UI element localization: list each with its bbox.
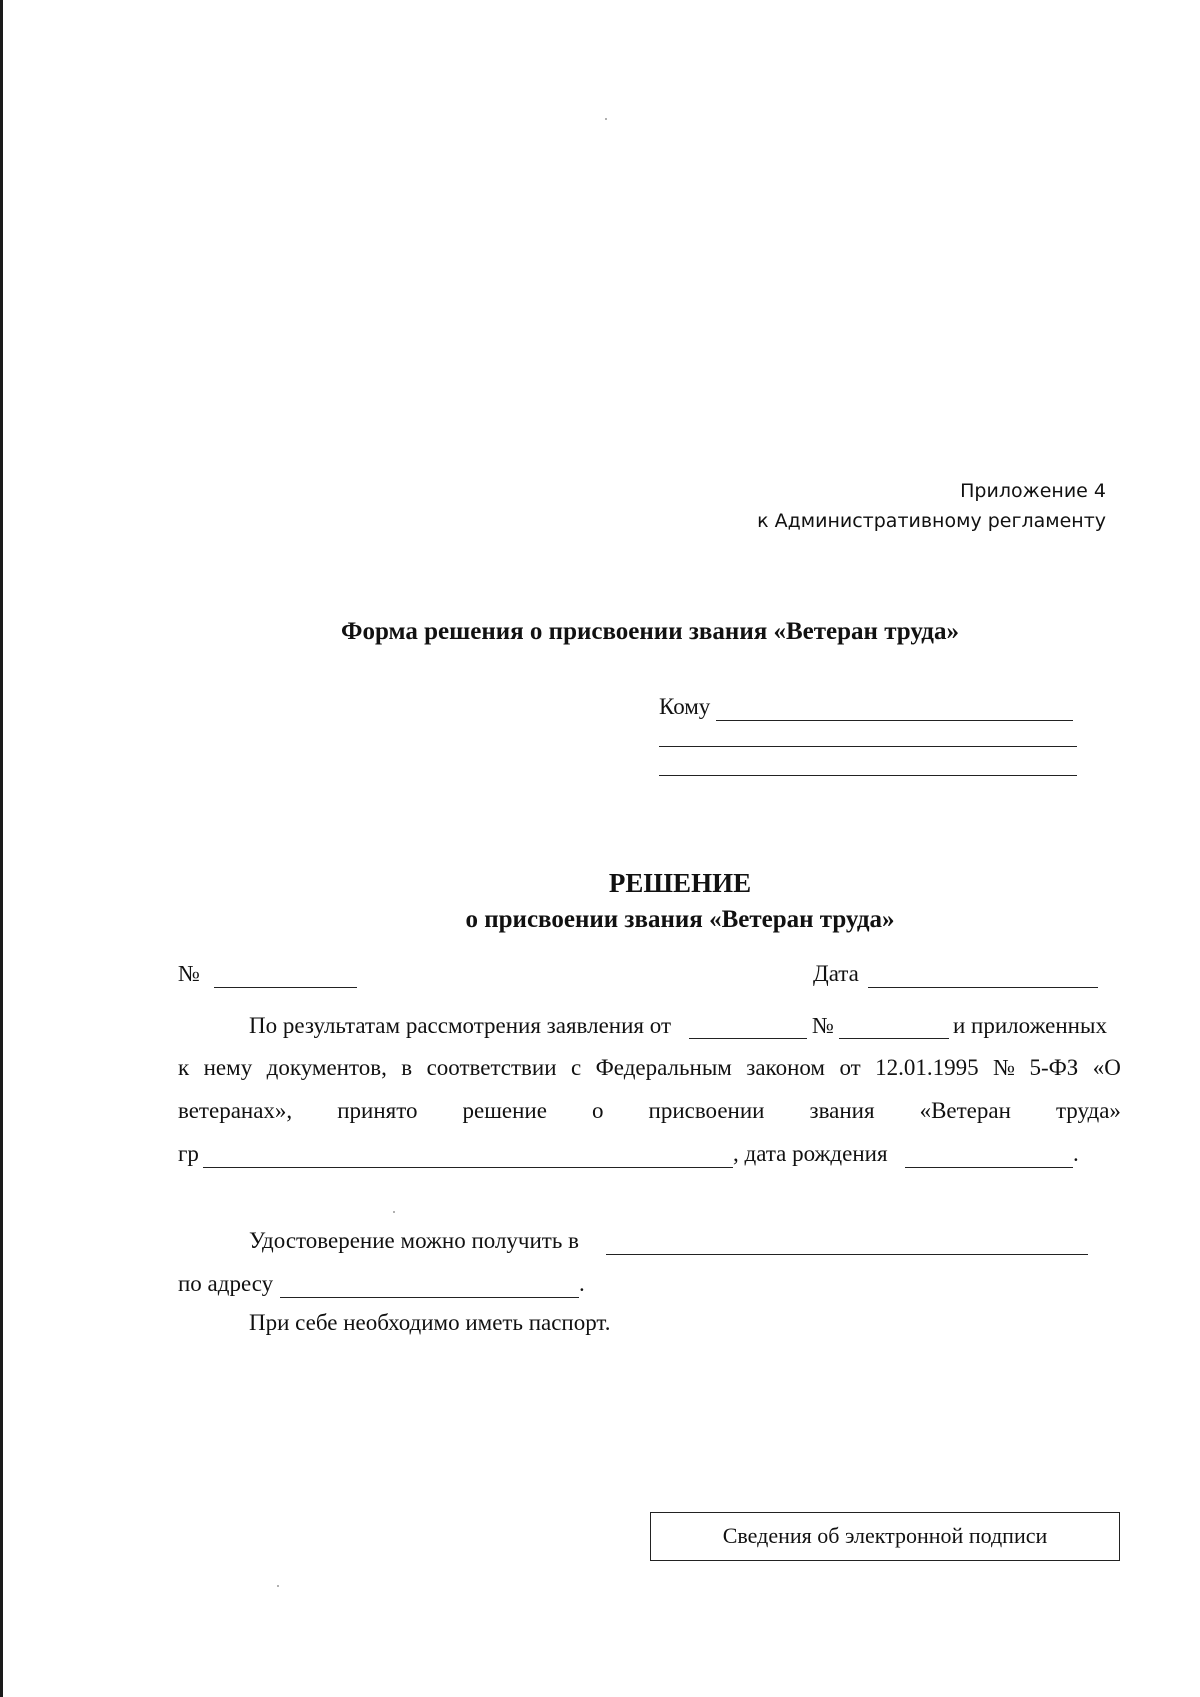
birth-date-line — [905, 1167, 1073, 1168]
p1-line1-text-b: № — [812, 1013, 834, 1038]
date-label: Дата — [813, 961, 859, 986]
scan-speck — [277, 1585, 279, 1587]
p1-line2-word: Федеральным — [595, 1055, 732, 1080]
p1-line2-word: с — [570, 1055, 582, 1080]
p1-line4-text-a: гр — [178, 1141, 199, 1166]
decision-heading: РЕШЕНИЕ — [608, 868, 752, 898]
number-label: № — [178, 961, 200, 986]
p1-line3-word: ветеранах», — [178, 1098, 293, 1123]
scan-speck — [605, 118, 607, 120]
p1-line3-word: решение — [462, 1098, 547, 1123]
p2-line2-text-a: по адресу — [178, 1271, 274, 1296]
p1-line3-word: «Ветеран — [919, 1098, 1011, 1123]
p1-line2-word: документов, — [266, 1055, 387, 1080]
number-field-line — [214, 987, 357, 988]
p1-line2-word: 12.01.1995 — [875, 1055, 979, 1080]
p1-line3-word: труда» — [1055, 1098, 1121, 1123]
p1-line2-word: от — [839, 1055, 861, 1080]
p1-line3-word: о — [591, 1098, 604, 1123]
p1-line2-word: в — [401, 1055, 413, 1080]
p1-line4-text-c: . — [1073, 1141, 1079, 1166]
appendix-header — [757, 476, 1106, 536]
p1-line1-text-c: и приложенных — [953, 1013, 1107, 1038]
recipient-field-line-3 — [659, 775, 1077, 776]
p1-line3-word: звания — [809, 1098, 875, 1123]
p1-line2-word: соответствии — [426, 1055, 557, 1080]
decision-subheading: о присвоении звания «Ветеран труда» — [465, 906, 895, 933]
date-field-line — [868, 987, 1098, 988]
electronic-signature-box — [650, 1512, 1120, 1561]
p1-line3 — [178, 1098, 1121, 1124]
p1-line4-text-b: , дата рождения — [733, 1141, 888, 1166]
p2-line3-text: При себе необходимо иметь паспорт. — [249, 1310, 611, 1335]
recipient-field-line-2 — [659, 746, 1077, 747]
scan-speck — [393, 1211, 395, 1213]
p1-line3-word: принято — [337, 1098, 418, 1123]
page-edge-shadow — [0, 0, 3, 1697]
p1-line2-word: нему — [203, 1055, 253, 1080]
p1-line2-word: № — [993, 1055, 1016, 1080]
form-title: Форма решения о присвоении звания «Ветеран труда» — [341, 618, 959, 645]
recipient-field-line-1 — [716, 720, 1073, 721]
appendix-line-2: к Административному регламенту — [757, 510, 1106, 532]
p1-line2-word: 5-ФЗ — [1029, 1055, 1079, 1080]
application-date-line — [689, 1038, 807, 1039]
p2-line2-text-b: . — [579, 1271, 585, 1296]
p1-line2-word: законом — [746, 1055, 825, 1080]
p1-line3-word: присвоении — [648, 1098, 765, 1123]
application-number-line — [839, 1038, 949, 1039]
p1-line2-word: к — [178, 1055, 190, 1080]
appendix-line-1: Приложение 4 — [960, 480, 1106, 502]
issuing-office-line — [606, 1254, 1088, 1255]
p1-line1-text-a: По результатам рассмотрения заявления от — [249, 1013, 671, 1038]
electronic-signature-label: Сведения об электронной подписи — [722, 1523, 1048, 1548]
address-line — [280, 1297, 579, 1298]
p2-line1-text: Удостоверение можно получить в — [249, 1228, 579, 1253]
p1-line2-word: «О — [1092, 1055, 1121, 1080]
citizen-name-line — [203, 1167, 733, 1168]
recipient-label: Кому — [659, 694, 711, 719]
p1-line2 — [178, 1055, 1121, 1081]
